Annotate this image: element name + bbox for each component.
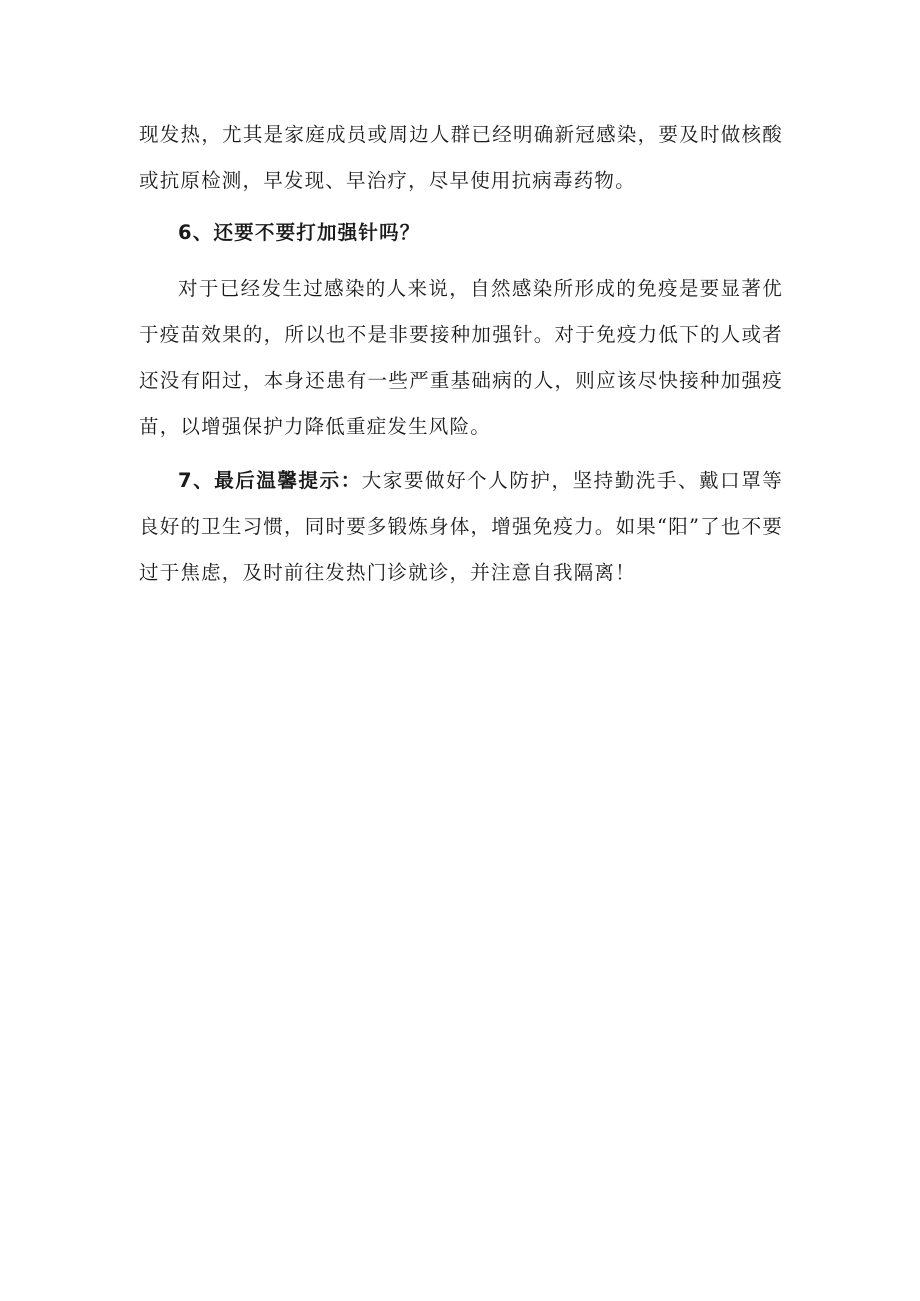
section-7-paragraph: [139, 458, 783, 596]
section-7-lead: 7、最后温馨提示：: [178, 469, 362, 492]
section-6-body: 对于已经发生过感染的人来说，自然感染所形成的免疫是要显著优于疫苗效果的，所以也不是非要接种加强针。对于免疫力低下的人或者还没有阳过，本身还患有一些严重基础病的人，则应该尽快接种加强疫苗，以增强保护力降低重症发生风险。: [139, 277, 783, 438]
section-6-heading: 6、还要不要打加强针吗？: [178, 221, 421, 244]
document-page: [139, 112, 783, 596]
continued-paragraph: 现发热，尤其是家庭成员或周边人群已经明确新冠感染，要及时做核酸或抗原检测，早发现、早治疗，尽早使用抗病毒药物。: [139, 123, 783, 192]
section-7-body: 大家要做好个人防护，坚持勤洗手、戴口罩等良好的卫生习惯，同时要多锻炼身体，增强免疫力。如果“阳”了也不要过于焦虑，及时前往发热门诊就诊，并注意自我隔离！: [139, 469, 783, 584]
